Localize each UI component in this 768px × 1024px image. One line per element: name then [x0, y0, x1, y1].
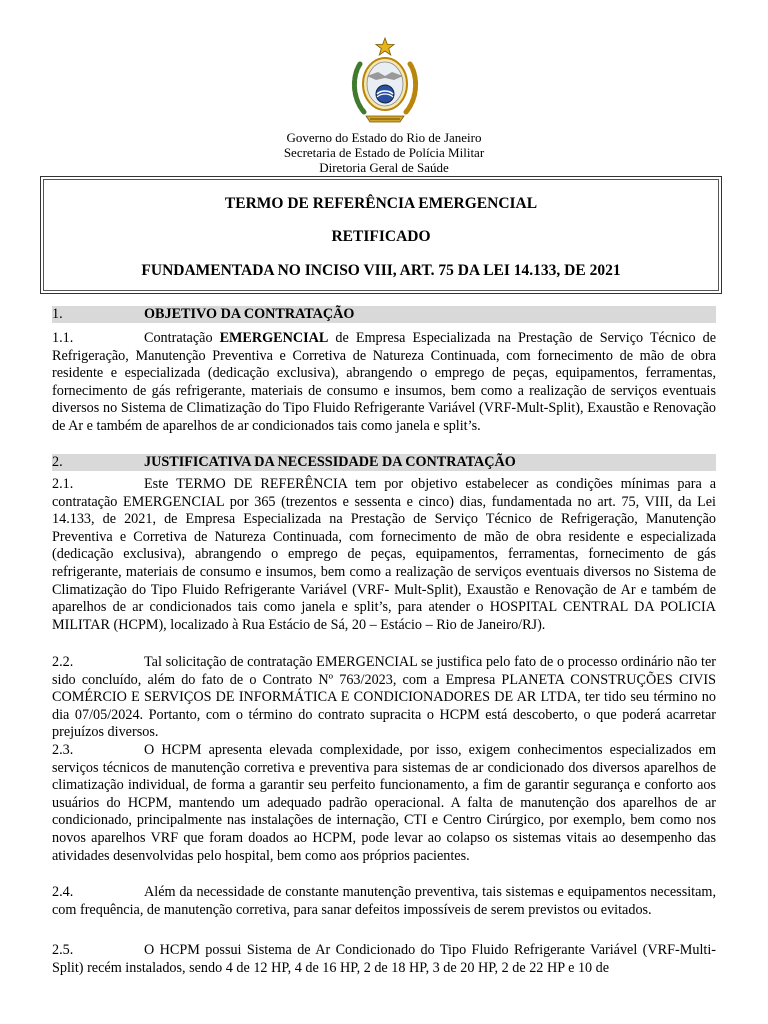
paragraph-number: 2.5. [52, 942, 74, 958]
state-coat-of-arms-icon [344, 36, 426, 130]
paragraph-number: 2.4. [52, 884, 74, 900]
document-title: TERMO DE REFERÊNCIA EMERGENCIAL [224, 195, 538, 212]
legal-basis-line: FUNDAMENTADA NO INCISO VIII, ART. 75 DA LEI 14.133, DE 2021 [141, 262, 621, 279]
section-number: 2. [52, 454, 63, 470]
paragraph-2-3 [52, 742, 716, 865]
document-title-box [40, 176, 722, 294]
paragraph-number: 2.1. [52, 476, 74, 492]
section-heading-2 [52, 454, 716, 471]
section-number: 1. [52, 306, 63, 322]
paragraph-text: de Empresa Especializada na Prestação de Serviço Técnico de Refrigeração, Manutenção Preventiva e Corretiva de Natureza Continuada, com fornecimento de mão de obra residente e especializada (dedicação exclusiva), abrangendo o emprego de peças, equipamentos, ferramentas, fornecimento de gás refrigerante, materiais de consumo e insumos, bem como a realização de serviços eventuais diversos no Sistema de Climatização do Tipo Fluido Refrigerante Variável (VRF-Mult-Split), Exaustão e Renovação de Ar e também de aparelhos de ar condicionados tais como janela e split’s. [52, 330, 716, 434]
header-line-secretariat: Secretaria de Estado de Polícia Militar [283, 145, 485, 160]
header-line-government: Governo do Estado do Rio de Janeiro [286, 130, 482, 145]
paragraph-number: 2.3. [52, 742, 74, 758]
header-institution-lines [0, 130, 768, 175]
paragraph-number: 1.1. [52, 330, 74, 346]
header-line-directorate: Diretoria Geral de Saúde [319, 160, 449, 175]
document-subtitle: RETIFICADO [331, 228, 431, 245]
paragraph-2-5 [52, 942, 716, 977]
paragraph-2-2 [52, 654, 716, 742]
paragraph-text: Este TERMO DE REFERÊNCIA tem por objetivo estabelecer as condições mínimas para a contratação EMERGENCIAL por 365 (trezentos e sessenta e cinco) dias, fundamentada no art. 75, VIII, da Lei 14.133, de 2021, de Empresa Especializada na Prestação de Serviço Técnico de Refrigeração, Manutenção Preventiva e Corretiva de Natureza Continuada, com fornecimento de mão de obra residente e especializada (dedicação exclusiva), abrangendo o emprego de peças, equipamentos, ferramentas, fornecimento de gás refrigerante, materiais de consumo e insumos, bem como a realização de serviços eventuais diversos no Sistema de Climatização do Tipo Fluido Refrigerante Variável (VRF- Mult-Split), Exaustão e Renovação de Ar e também de aparelhos de ar condicionados tais como janela e split’s, para atender o HOSPITAL CENTRAL DA POLICIA MILITAR (HCPM), localizado à Rua Estácio de Sá, 20 – Estácio – Rio de Janeiro/RJ). [52, 476, 716, 633]
paragraph-number: 2.2. [52, 654, 74, 670]
paragraph-text-lead: Contratação [144, 330, 220, 346]
paragraph-2-1 [52, 476, 716, 634]
paragraph-text: O HCPM apresenta elevada complexidade, por isso, exigem conhecimentos especializados em serviços técnicos de manutenção corretiva e preventiva para sistemas de ar condicionado dos diversos aparelhos de climatização individual, de forma a garantir seu perfeito funcionamento, a fim de garantir segurança e conforto aos usuários do HCPM, mantendo um adequado padrão operacional. A falta de manutenção dos aparelhos de ar condicionado, principalmente nas instalações de internação, CTI e Centro Cirúrgico, por exemplo, bem como nos novos aparelhos VRF que foram doados ao HCPM, pode levar ao colapso os sistemas vitais ao desempenho das atividades desenvolvidas pelo hospital, bem como aos próprios pacientes. [52, 742, 716, 864]
paragraph-2-4 [52, 884, 716, 919]
paragraph-text: Tal solicitação de contratação EMERGENCIAL se justifica pelo fato de o processo ordinário não ter sido concluído, além do fato de o Contrato Nº 763/2023, com a Empresa PLANETA CONSTRUÇÕES CIVIS COMÉRCIO E SERVIÇOS DE INFORMÁTICA E CONDICIONADORES DE AR LTDA, ter tido seu término no dia 07/05/2024. Portanto, com o término do contrato supracita o HCPM está descoberto, o que poderá acarretar prejuízos diversos. [52, 654, 716, 741]
paragraph-1-1 [52, 330, 716, 436]
paragraph-text: O HCPM possui Sistema de Ar Condicionado do Tipo Fluido Refrigerante Variável (VRF-Multi-Split) recém instalados, sendo 4 de 12 HP, 4 de 16 HP, 2 de 18 HP, 3 de 20 HP, 2 de 22 HP e 10 de [52, 942, 716, 976]
section-title: OBJETIVO DA CONTRATAÇÃO [144, 306, 355, 322]
section-title: JUSTIFICATIVA DA NECESSIDADE DA CONTRATAÇÃO [144, 454, 516, 470]
paragraph-text-bold: EMERGENCIAL [219, 330, 329, 346]
paragraph-text: Além da necessidade de constante manutenção preventiva, tais sistemas e equipamentos necessitam, com frequência, de manutenção corretiva, para sanar defeitos impossíveis de serem previstos ou evitados. [52, 884, 716, 918]
section-heading-1 [52, 306, 716, 323]
